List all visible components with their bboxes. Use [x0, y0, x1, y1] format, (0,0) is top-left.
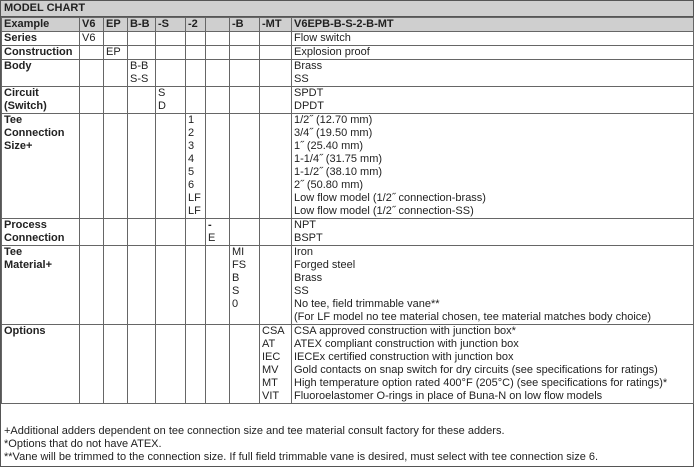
- chart-title: MODEL CHART: [4, 2, 86, 14]
- row-label: Options: [2, 325, 80, 404]
- code-cell: - E: [206, 219, 230, 246]
- code-cell: V6: [80, 32, 104, 46]
- code-cell: 1 2 3 4 5 6 LF LF: [186, 114, 206, 219]
- header-cell: [206, 18, 230, 32]
- header-cell: -2: [186, 18, 206, 32]
- row-label: Tee Connection Size+: [2, 114, 80, 219]
- code-cell: CSA AT IEC MV MT VIT: [260, 325, 292, 404]
- desc-cell: Explosion proof: [292, 46, 694, 60]
- header-cell: -S: [156, 18, 186, 32]
- desc-cell: CSA approved construction with junction box* ATEX compliant construction with junction box IECEx certified construction with junction box Gold contacts on snap switch for dry circuits (see specifications for ratings) High temperature option rated 400°F (205°C) (see specifications for ratings)* Fluoroelastomer O-rings in place of Buna-N on low flow models: [292, 325, 694, 404]
- header-cell: Example: [2, 18, 80, 32]
- row-body: [2, 60, 694, 87]
- desc-cell: SPDT DPDT: [292, 87, 694, 114]
- row-options: [2, 325, 694, 404]
- code-cell: B-B S-S: [128, 60, 156, 87]
- desc-cell: Brass SS: [292, 60, 694, 87]
- header-row: [2, 18, 694, 32]
- model-chart-table: [1, 17, 694, 404]
- row-label: Circuit (Switch): [2, 87, 80, 114]
- row-tee-material: [2, 246, 694, 325]
- footnotes: [4, 425, 598, 464]
- desc-cell: 1/2˝ (12.70 mm) 3/4˝ (19.50 mm) 1˝ (25.40 mm) 1-1/4˝ (31.75 mm) 1-1/2˝ (38.10 mm) 2˝ (50.80 mm) Low flow model (1/2˝ connection-brass) Low flow model (1/2˝ connection-SS): [292, 114, 694, 219]
- header-cell: EP: [104, 18, 128, 32]
- row-construction: [2, 46, 694, 60]
- row-label: Body: [2, 60, 80, 87]
- desc-cell: NPT BSPT: [292, 219, 694, 246]
- header-cell: V6: [80, 18, 104, 32]
- desc-cell: Flow switch: [292, 32, 694, 46]
- header-cell: -B: [230, 18, 260, 32]
- row-tee-connection: [2, 114, 694, 219]
- footnote: *Options that do not have ATEX.: [4, 438, 162, 450]
- code-cell: S D: [156, 87, 186, 114]
- row-label: Tee Material+: [2, 246, 80, 325]
- header-cell: B-B: [128, 18, 156, 32]
- code-cell: MI FS B S 0: [230, 246, 260, 325]
- row-series: [2, 32, 694, 46]
- row-process-connection: [2, 219, 694, 246]
- footnote: **Vane will be trimmed to the connection size. If full field trimmable vane is desired, must select with tee connection size 6.: [4, 451, 599, 463]
- header-example-code: V6EPB-B-S-2-B-MT: [292, 18, 694, 32]
- header-cell: -MT: [260, 18, 292, 32]
- row-circuit: [2, 87, 694, 114]
- desc-cell: Iron Forged steel Brass SS No tee, field trimmable vane** (For LF model no tee material chosen, tee material matches body choice): [292, 246, 694, 325]
- row-label: Series: [2, 32, 80, 46]
- row-label: Process Connection: [2, 219, 80, 246]
- row-label: Construction: [2, 46, 80, 60]
- chart-title-bar: [1, 1, 693, 17]
- code-cell: EP: [104, 46, 128, 60]
- footnote: +Additional adders dependent on tee connection size and tee material consult factory for these adders.: [4, 425, 505, 437]
